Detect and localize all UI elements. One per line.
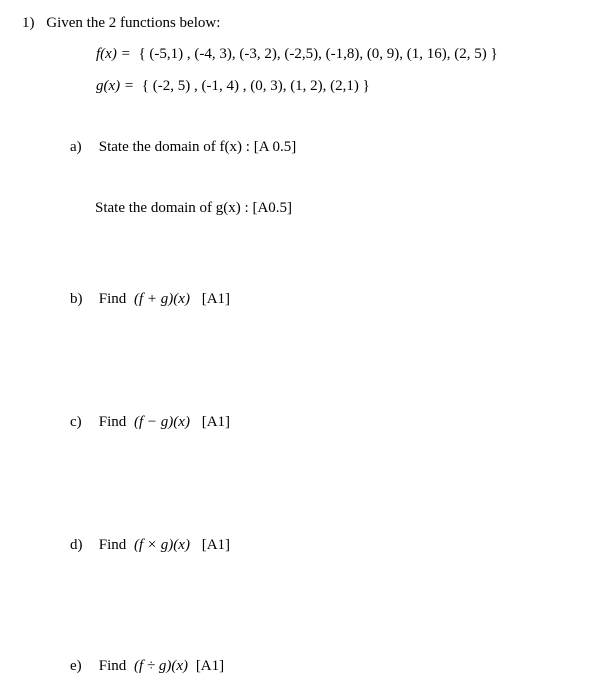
part-expression: (f × g)(x) <box>134 537 190 553</box>
part-text: State the domain of g(x) : [A0.5] <box>95 200 293 216</box>
part-expression: (f ÷ g)(x) <box>134 658 189 674</box>
f-definition-lhs: f(x) = <box>96 46 131 62</box>
question-intro: Given the 2 functions below: <box>46 15 221 31</box>
part-mark: [A1] <box>201 537 231 553</box>
question-number: 1) <box>22 15 35 31</box>
part-prefix: Find <box>98 658 127 674</box>
part-d <box>70 538 230 553</box>
part-c <box>70 415 230 430</box>
f-definition <box>96 47 498 62</box>
part-marker: b) <box>70 291 83 307</box>
part-b <box>70 292 230 307</box>
part-a <box>70 140 296 155</box>
part-expression: (f − g)(x) <box>134 414 190 430</box>
part-expression: (f + g)(x) <box>134 291 190 307</box>
part-marker: e) <box>70 658 82 674</box>
part-prefix: Find <box>98 537 127 553</box>
g-definition-lhs: g(x) = <box>96 78 135 94</box>
part-e <box>70 659 224 674</box>
g-definition <box>96 79 370 94</box>
part-mark: [A1] <box>201 291 231 307</box>
part-text: State the domain of f(x) : [A 0.5] <box>98 139 297 155</box>
part-mark: [A1] <box>195 658 225 674</box>
part-prefix: Find <box>98 414 127 430</box>
part-a-g-domain <box>95 201 292 216</box>
part-prefix: Find <box>98 291 127 307</box>
part-marker: d) <box>70 537 83 553</box>
part-mark: [A1] <box>201 414 231 430</box>
part-marker: c) <box>70 414 82 430</box>
question-header <box>22 16 220 31</box>
g-definition-rhs: { (-2, 5) , (-1, 4) , (0, 3), (1, 2), (2,1) } <box>141 78 370 94</box>
f-definition-rhs: { (-5,1) , (-4, 3), (-3, 2), (-2,5), (-1,8), (0, 9), (1, 16), (2, 5) } <box>138 46 498 62</box>
part-marker: a) <box>70 139 82 155</box>
